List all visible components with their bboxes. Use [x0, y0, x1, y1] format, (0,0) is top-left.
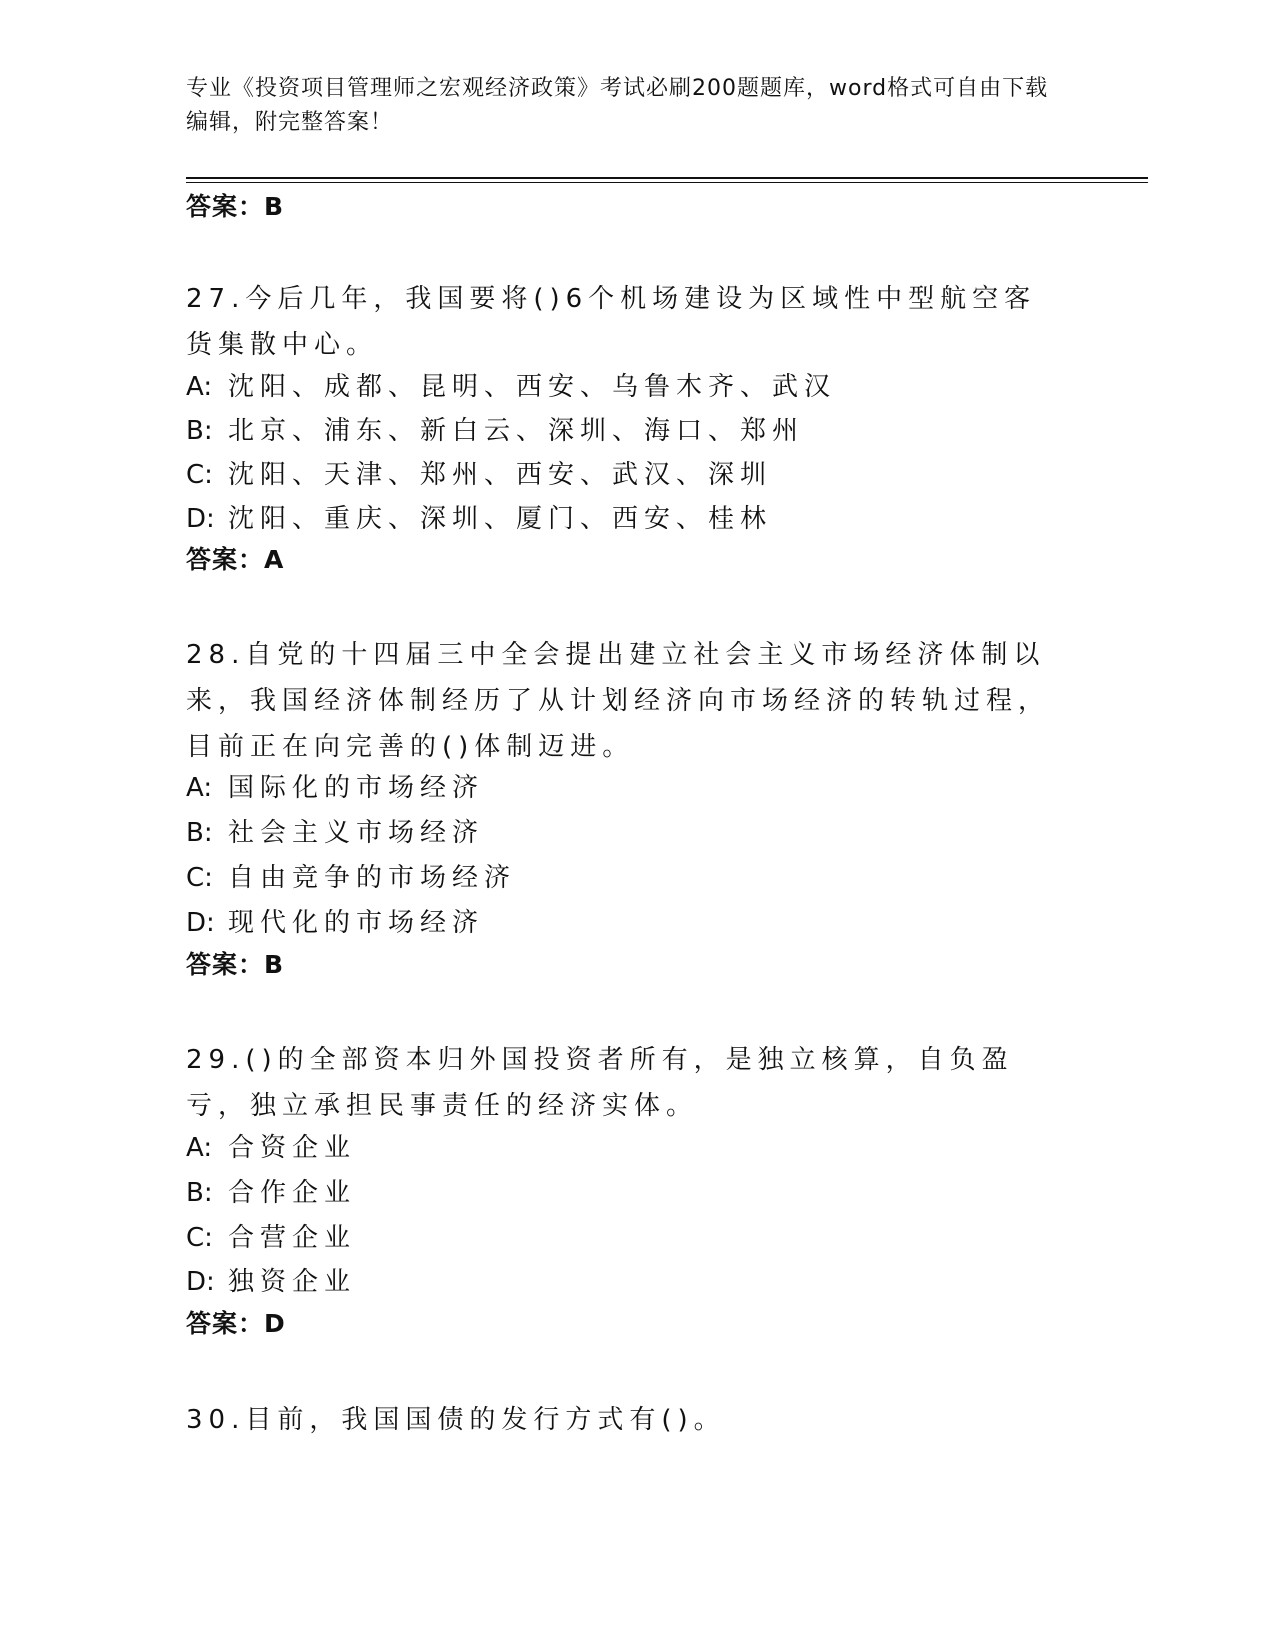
- option-label: A:: [186, 372, 213, 402]
- option-label: A:: [186, 773, 213, 803]
- option-text: 沈阳、天津、郑州、西安、武汉、深圳: [228, 460, 773, 490]
- question-28-answer: 答案：B: [186, 950, 285, 979]
- question-27-option-d: [186, 496, 1086, 542]
- document-header: 专业《投资项目管理师之宏观经济政策》考试必刷200题题库，word格式可自由下载编辑，附完整答案！: [186, 76, 1049, 135]
- option-label: D:: [186, 908, 215, 938]
- option-label: A:: [186, 1133, 213, 1163]
- option-text: 沈阳、重庆、深圳、厦门、西安、桂林: [228, 504, 773, 534]
- option-text: 现代化的市场经济: [228, 908, 485, 938]
- option-text: 沈阳、成都、昆明、西安、乌鲁木齐、武汉: [228, 372, 837, 402]
- question-30-text: 30.目前，我国国债的发行方式有()。: [186, 1405, 726, 1435]
- question-27-option-c: [186, 452, 1086, 498]
- question-28-option-d: [186, 900, 1086, 946]
- option-label: B:: [186, 1178, 213, 1208]
- question-29-option-a: [186, 1125, 1086, 1171]
- question-27-option-a: [186, 364, 1086, 410]
- question-29-option-b: [186, 1170, 1086, 1216]
- question-29-text: 29.()的全部资本归外国投资者所有，是独立核算，自负盈亏，独立承担民事责任的经济实体。: [186, 1045, 1014, 1121]
- question-27-option-b: [186, 408, 1086, 454]
- previous-answer: 答案：B: [186, 192, 285, 221]
- question-28-text: 28.自党的十四届三中全会提出建立社会主义市场经济体制以来，我国经济体制经历了从计划经济向市场经济的转轨过程，目前正在向完善的()体制迈进。: [186, 640, 1051, 762]
- option-text: 自由竞争的市场经济: [228, 863, 517, 893]
- option-label: D:: [186, 1267, 215, 1297]
- option-text: 北京、浦东、新白云、深圳、海口、郑州: [228, 416, 805, 446]
- option-text: 国际化的市场经济: [228, 773, 485, 803]
- option-label: D:: [186, 504, 215, 534]
- option-label: B:: [186, 416, 213, 446]
- question-29-option-d: [186, 1259, 1086, 1305]
- option-text: 社会主义市场经济: [228, 818, 485, 848]
- header-divider-thick: [186, 177, 1148, 179]
- header-divider-thin: [186, 182, 1148, 183]
- option-text: 合资企业: [228, 1133, 357, 1163]
- question-27-text: 27.今后几年，我国要将()6个机场建设为区域性中型航空客货集散中心。: [186, 284, 1037, 360]
- option-label: C:: [186, 863, 213, 893]
- option-label: B:: [186, 818, 213, 848]
- question-28-option-c: [186, 855, 1086, 901]
- option-label: C:: [186, 1223, 213, 1253]
- question-29-option-c: [186, 1215, 1086, 1261]
- option-label: C:: [186, 460, 213, 490]
- question-29-answer: 答案：D: [186, 1309, 286, 1338]
- option-text: 合作企业: [228, 1178, 357, 1208]
- question-28-option-b: [186, 810, 1086, 856]
- option-text: 合营企业: [228, 1223, 357, 1253]
- question-27-answer: 答案：A: [186, 545, 285, 574]
- option-text: 独资企业: [228, 1267, 357, 1297]
- question-28-option-a: [186, 765, 1086, 811]
